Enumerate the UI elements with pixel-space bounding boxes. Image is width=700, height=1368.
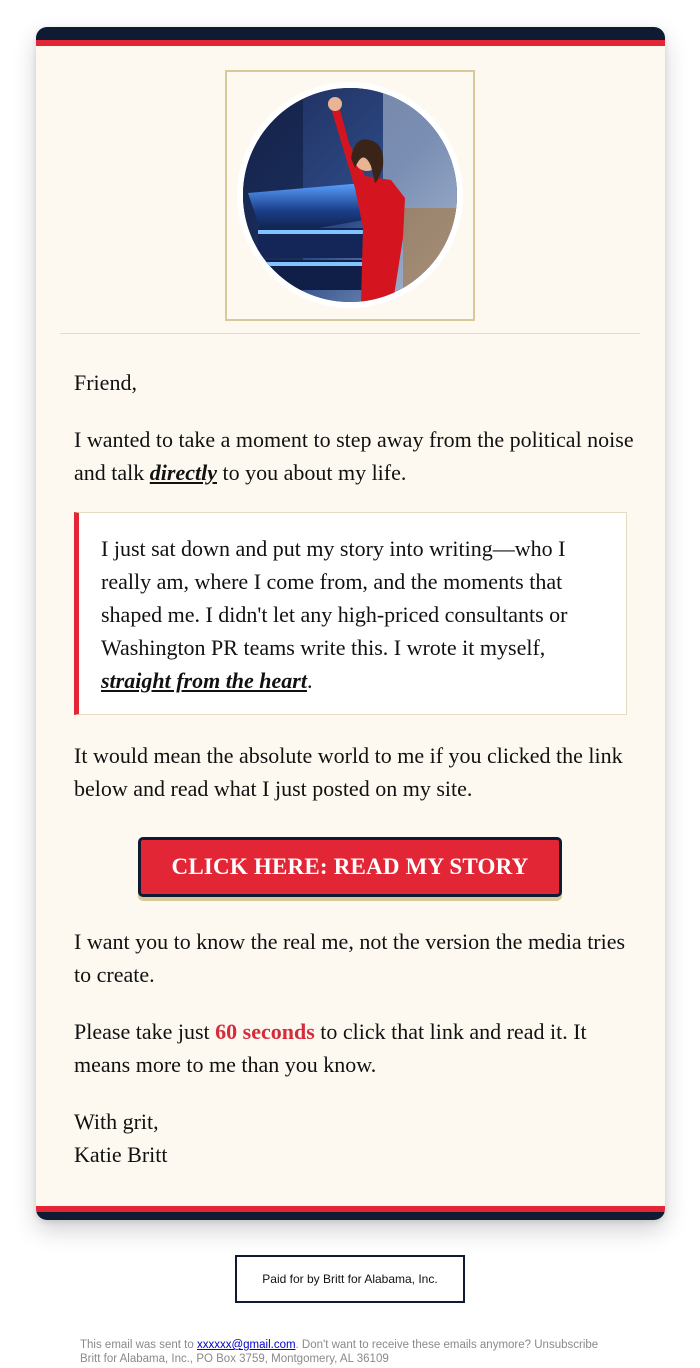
intro-paragraph <box>74 423 634 489</box>
straight-from-heart-link[interactable]: straight from the heart <box>101 668 307 693</box>
intro-text-after: to you about my life. <box>216 460 407 485</box>
email-footer <box>80 1338 640 1366</box>
footer-sent-prefix: This email was sent to <box>80 1339 197 1351</box>
story-quote-block <box>74 512 627 715</box>
intro-text-before: I wanted to take a moment to step away from the political noise and talk <box>74 427 634 485</box>
bottom-navy-stripe <box>36 1212 665 1220</box>
top-red-stripe <box>36 40 665 46</box>
speaker-photo <box>237 82 463 308</box>
request-paragraph: It would mean the absolute world to me if you clicked the link below and read what I just posted on my site. <box>74 743 623 801</box>
quote-text-before: I just sat down and put my story into writing—who I really am, where I come from, and the moments that shaped me. I didn't let any high-priced consultants or Washington PR teams write this. I wrote it myself, <box>101 536 568 660</box>
signoff: With grit, <box>74 1109 159 1134</box>
paid-for-disclaimer: Paid for by Britt for Alabama, Inc. <box>235 1255 465 1303</box>
sixty-text-after: to click that link and read it. It means more to me than you know. <box>74 1019 587 1077</box>
real-me-paragraph: I want you to know the real me, not the version the media tries to create. <box>74 929 626 987</box>
sixty-seconds-highlight: 60 seconds <box>215 1019 315 1044</box>
footer-address: Britt for Alabama, Inc., PO Box 3759, Montgomery, AL 36109 <box>80 1353 389 1365</box>
email-card <box>36 27 665 1220</box>
greeting: Friend, <box>74 370 137 395</box>
signature: Katie Britt <box>74 1142 168 1167</box>
footer-unsubscribe-text[interactable]: . Don't want to receive these emails anymore? Unsubscribe <box>295 1339 599 1351</box>
sixty-text-before: Please take just <box>74 1019 216 1044</box>
directly-link[interactable]: directly <box>149 460 217 485</box>
quote-text-after: . <box>306 668 313 693</box>
sixty-seconds-paragraph <box>74 1015 634 1081</box>
recipient-email-link[interactable]: xxxxxx@gmail.com <box>196 1339 296 1351</box>
read-my-story-button[interactable]: CLICK HERE: READ MY STORY <box>138 837 562 897</box>
footer-sent-line <box>80 1338 640 1352</box>
top-navy-stripe <box>36 27 665 40</box>
header-divider <box>60 333 640 334</box>
photo-frame <box>225 70 475 321</box>
